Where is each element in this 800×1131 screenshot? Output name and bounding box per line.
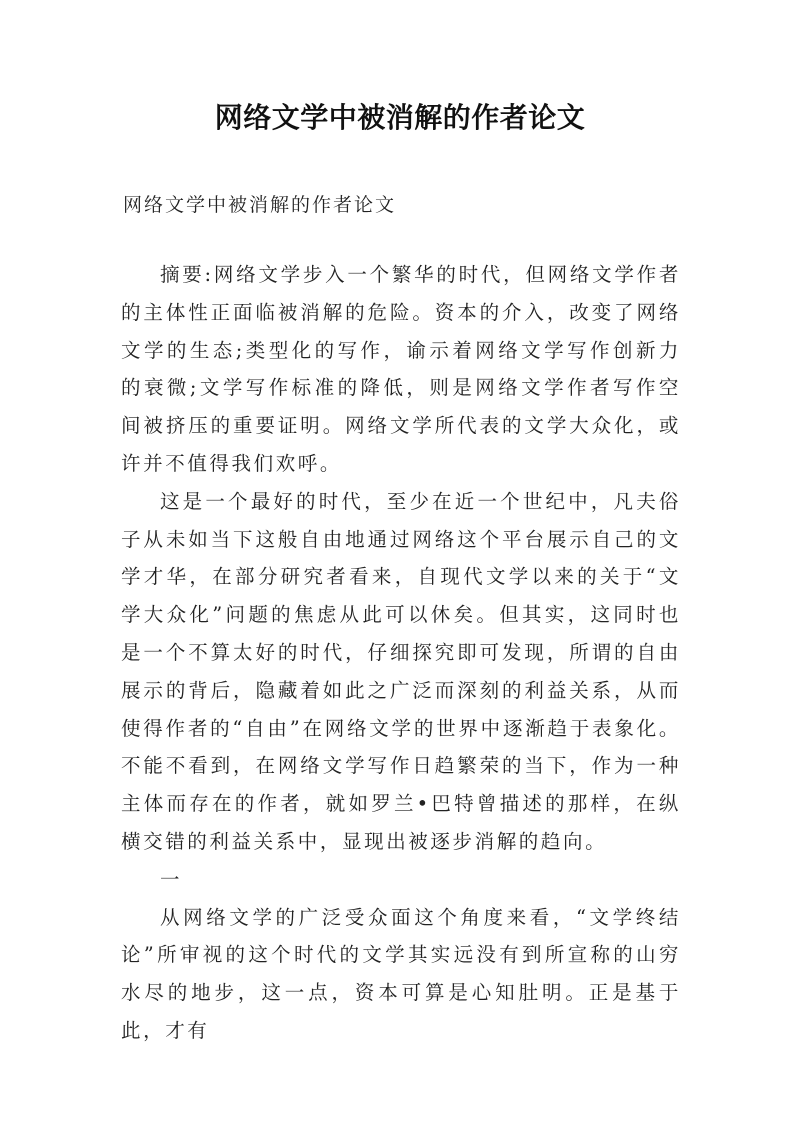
document-body xyxy=(121,256,681,1050)
document-title: 网络文学中被消解的作者论文 xyxy=(214,101,586,134)
abstract-paragraph: 摘要:网络文学步入一个繁华的时代，但网络文学作者的主体性正面临被消解的危险。资本的介入，改变了网络文学的生态;类型化的写作，谕示着网络文学写作创新力的衰微;文学写作标准的降低，则是网络文学作者写作空间被挤压的重要证明。网络文学所代表的文学大众化，或许并不值得我们欢呼。 xyxy=(121,263,681,475)
section-number: 一 xyxy=(160,867,183,891)
body-paragraph: 这是一个最好的时代，至少在近一个世纪中，凡夫俗子从未如当下这般自由地通过网络这个平台展示自己的文学才华，在部分研究者看来，自现代文学以来的关于“文学大众化”问题的焦虑从此可以休矣。但其实，这同时也是一个不算太好的时代，仔细探究即可发现，所谓的自由展示的背后，隐藏着如此之广泛而深刻的利益关系，从而使得作者的“自由”在网络文学的世界中逐渐趋于表象化。不能不看到，在网络文学写作日趋繁荣的当下，作为一种主体而存在的作者，就如罗兰•巴特曾描述的那样，在纵横交错的利益关系中，显现出被逐步消解的趋向。 xyxy=(121,489,681,853)
body-paragraph: 从网络文学的广泛受众面这个角度来看，“文学终结论”所审视的这个时代的文学其实远没有到所宣称的山穷水尽的地步，这一点，资本可算是心知肚明。正是基于此，才有 xyxy=(121,905,681,1042)
document-subtitle: 网络文学中被消解的作者论文 xyxy=(123,194,397,216)
